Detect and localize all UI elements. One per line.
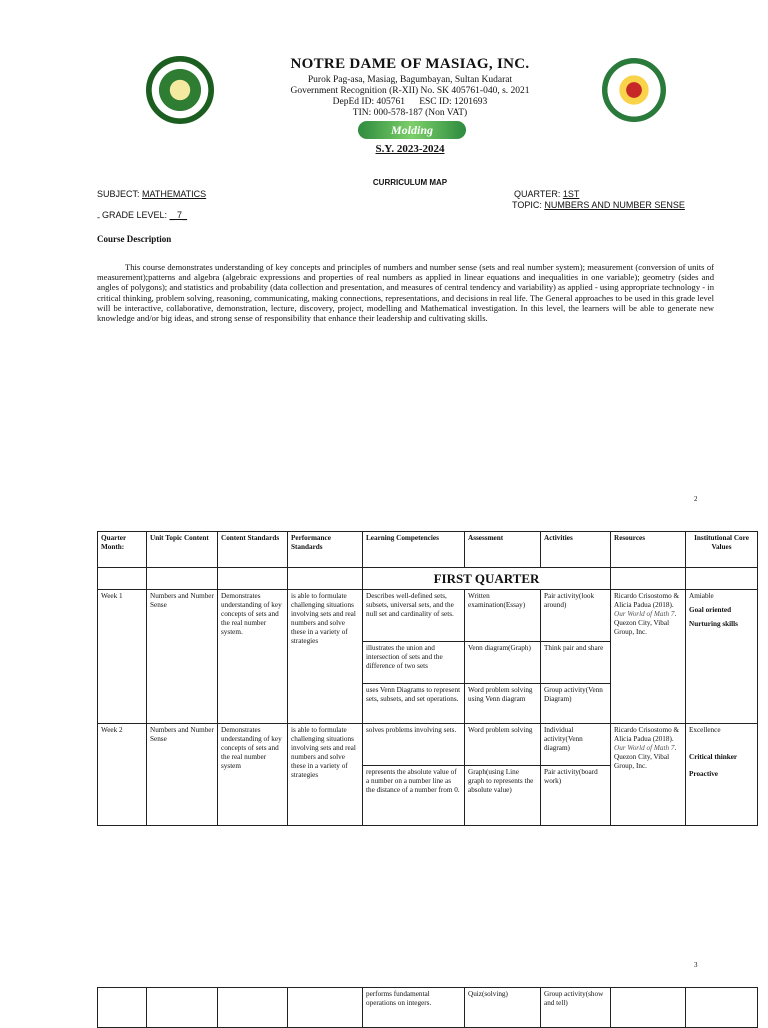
empty-cell xyxy=(288,988,363,1028)
course-description-text: This course demonstrates understanding of key concepts and principles of numbers and number sense (sets and real number system); measurement (conversion of units of measurement);patterns and algebra (algebraic expressions and properties of real numbers as applied in linear equations and inequalities in one variable); geometry (sides and angles of polygons); and statistics and probability (data collection and presentation, and measures of central tendency and variability) as applied - using appropriate technology - in critical thinking, problem solving, reasoning, communicating, making connections, representations, and decisions in real life. The General approaches to be used in this grade level will be interactive, collaborative, demonstration, lecture, discovery, project, modelling and Mathematical investigation. In this level, the learners will be able to generate new knowledge and/or big ideas, and strong sense of responsibility that enhance their leadership and cultivating skills. xyxy=(97,262,714,324)
school-address: Purok Pag-asa, Masiag, Bagumbayan, Sultan Kudarat xyxy=(307,75,513,85)
grade-line xyxy=(97,200,187,220)
empty-cell xyxy=(686,988,758,1028)
content-standard-cell: Demonstrates understanding of key concepts of sets and the real number system. xyxy=(218,590,288,724)
quarter-label: QUARTER: xyxy=(514,189,563,199)
content-standard-cell: Demonstrates understanding of key concepts of sets and the real number system xyxy=(218,724,288,826)
header-quarter-month: Quarter Month: xyxy=(98,532,147,568)
quarter-line xyxy=(514,189,579,199)
competency-cell: represents the absolute value of a number on a number line as the distance of a number from 0. xyxy=(363,766,465,826)
resources-cell xyxy=(611,724,686,826)
grade-label: GRADE LEVEL: xyxy=(102,210,170,220)
competency-cell: illustrates the union and intersection of sets and the difference of two sets xyxy=(363,642,465,684)
empty-cell xyxy=(218,568,288,590)
header-core-values: Institutional Core Values xyxy=(686,532,758,568)
quarter-value: 1ST xyxy=(562,189,580,199)
core-value: Proactive xyxy=(689,770,719,778)
activity-cell: Pair activity(board work) xyxy=(541,766,611,826)
topic-line xyxy=(512,200,685,210)
empty-cell xyxy=(98,988,147,1028)
header-assessment: Assessment xyxy=(465,532,541,568)
empty-cell xyxy=(686,568,758,590)
competency-cell: uses Venn Diagrams to represent sets, subsets, and set operations. xyxy=(363,684,465,724)
table-row xyxy=(98,724,758,766)
course-description-heading: Course Description xyxy=(97,234,172,244)
resources-publisher: . Quezon City, Vibal Group, Inc. xyxy=(614,744,677,770)
assessment-cell: Written examination(Essay) xyxy=(465,590,541,642)
resources-authors: Ricardo Crisostomo & Alicia Padua (2018). xyxy=(614,592,680,609)
unit-cell: Numbers and Number Sense xyxy=(147,590,218,724)
performance-standard-cell: is able to formulate challenging situations involving sets and real numbers and solve these in a variety of strategies xyxy=(288,590,363,724)
core-value: Critical thinker xyxy=(689,753,738,761)
empty-cell xyxy=(218,988,288,1028)
competency-cell: Describes well-defined sets, subsets, universal sets, and the null set and cardinality of sets. xyxy=(363,590,465,642)
document-title: CURRICULUM MAP xyxy=(372,178,448,187)
header-activities: Activities xyxy=(541,532,611,568)
header-learning-competencies: Learning Competencies xyxy=(363,532,465,568)
activity-cell: Pair activity(look around) xyxy=(541,590,611,642)
molding-banner-logo: Molding xyxy=(358,121,466,139)
header-resources: Resources xyxy=(611,532,686,568)
curriculum-table-continued xyxy=(97,987,758,1028)
assessment-cell: Word problem solving using Venn diagram xyxy=(465,684,541,724)
empty-cell xyxy=(147,988,218,1028)
core-value: Goal oriented xyxy=(689,606,732,614)
empty-cell xyxy=(98,568,147,590)
tin-number: TIN: 000-578-187 (Non VAT) xyxy=(352,108,468,118)
government-recognition: Government Recognition (R-XII) No. SK 405761-040, s. 2021 xyxy=(290,86,530,96)
week-cell: Week 1 xyxy=(98,590,147,724)
core-values-cell xyxy=(686,590,758,724)
table-row xyxy=(98,590,758,642)
school-year: S.Y. 2023-2024 xyxy=(375,143,445,155)
topic-label: TOPIC: xyxy=(512,200,545,210)
header-content-standards: Content Standards xyxy=(218,532,288,568)
resources-book-title: Our World of Math 7 xyxy=(614,610,675,618)
core-value: Nurturing skills xyxy=(689,620,738,628)
header-row xyxy=(98,532,758,568)
page-number-2: 2 xyxy=(694,495,698,503)
resources-cell xyxy=(611,590,686,724)
unit-cell: Numbers and Number Sense xyxy=(147,724,218,826)
assessment-cell: Venn diagram(Graph) xyxy=(465,642,541,684)
first-quarter-title: FIRST QUARTER xyxy=(363,568,611,590)
table-row xyxy=(98,988,758,1028)
subject-line xyxy=(97,189,206,199)
resources-publisher: . Quezon City, Vibal Group, Inc. xyxy=(614,610,677,636)
dash-marker: - xyxy=(97,212,100,222)
page-number-3: 3 xyxy=(694,961,698,969)
week-cell: Week 2 xyxy=(98,724,147,826)
resources-book-title: Our World of Math 7 xyxy=(614,744,675,752)
curriculum-table xyxy=(97,531,758,826)
activity-cell: Group activity(Venn Diagram) xyxy=(541,684,611,724)
school-seal-logo xyxy=(146,56,214,124)
subject-value: MATHEMATICS xyxy=(142,189,207,199)
header-unit-topic: Unit Topic Content xyxy=(147,532,218,568)
topic-value: NUMBERS AND NUMBER SENSE xyxy=(544,200,685,210)
core-value: Excellence xyxy=(689,726,721,734)
deped-esc-ids: DepEd ID: 405761 ESC ID: 1201693 xyxy=(332,97,488,107)
core-values-cell xyxy=(686,724,758,826)
assessment-cell: Word problem solving xyxy=(465,724,541,766)
assessment-cell: Graph(using Line graph to represents the absolute value) xyxy=(465,766,541,826)
activity-cell: Group activity(show and tell) xyxy=(541,988,611,1028)
competency-cell: solves problems involving sets. xyxy=(363,724,465,766)
performance-standard-cell: is able to formulate challenging situations involving sets and real numbers and solve these in a variety of strategies xyxy=(288,724,363,826)
resources-authors: Ricardo Crisostomo & Alicia Padua (2018). xyxy=(614,726,680,743)
grade-value: _ 7_ xyxy=(169,210,188,220)
subject-label: SUBJECT: xyxy=(97,189,143,199)
core-value: Amiable xyxy=(689,592,714,600)
assessment-cell: Quiz(solving) xyxy=(465,988,541,1028)
empty-cell xyxy=(147,568,218,590)
activity-cell: Think pair and share xyxy=(541,642,611,684)
competency-cell: performs fundamental operations on integers. xyxy=(363,988,465,1028)
quarter-title-row xyxy=(98,568,758,590)
empty-cell xyxy=(611,568,686,590)
empty-cell xyxy=(611,988,686,1028)
activity-cell: Individual activity(Venn diagram) xyxy=(541,724,611,766)
empty-cell xyxy=(288,568,363,590)
school-name: NOTRE DAME OF MASIAG, INC. xyxy=(290,56,530,72)
diocese-seal-logo xyxy=(602,58,666,122)
header-performance-standards: Performance Standards xyxy=(288,532,363,568)
